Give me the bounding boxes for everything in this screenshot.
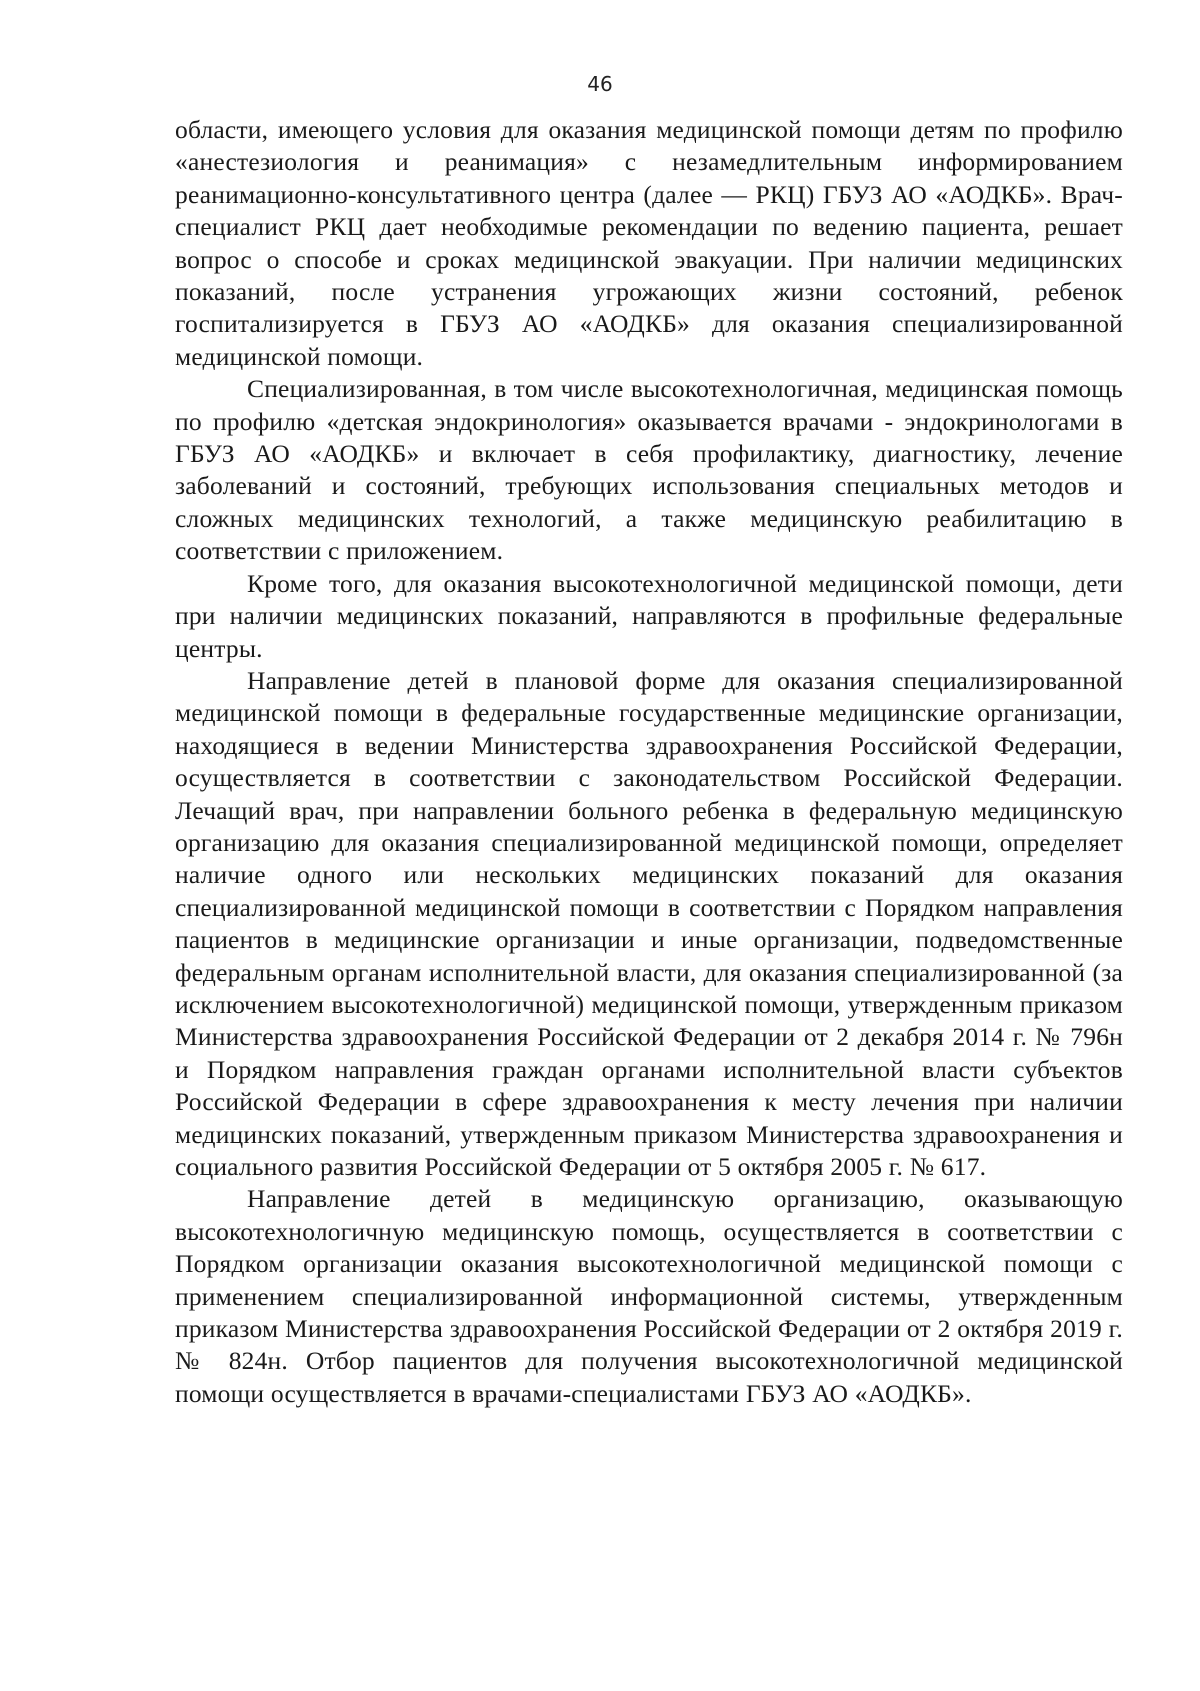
paragraph-high-tech-referral: Направление детей в медицинскую организацию, оказывающую высокотехнологичную медицинскую помощь, осуществляется в соответствии с Порядком организации оказания высокотехнологичной медицинской помощи с применением специализированной информационной системы, утвержденным приказом Министерства здравоохранения Российской Федерации от 2 октября 2019 г. № 824н. Отбор пациентов для получения высокотехнологичной медицинской помощи осуществляется в врачами-специалистами ГБУЗ АО «АОДКБ». bbox=[175, 1184, 1123, 1408]
page-number: 46 bbox=[587, 72, 613, 96]
paragraph-continuation: области, имеющего условия для оказания медицинской помощи детям по профилю «анестезиология и реанимация» с незамедлительным информированием реанимационно-консультативного центра (далее — РКЦ) ГБУЗ АО «АОДКБ». Врач-специалист РКЦ дает необходимые рекомендации по ведению пациента, решает вопрос о способе и сроках медицинской эвакуации. При наличии медицинских показаний, после устранения угрожающих жизни состояний, ребенок госпитализируется в ГБУЗ АО «АОДКБ» для оказания специализированной медицинской помощи. bbox=[175, 115, 1123, 371]
document-body bbox=[175, 114, 1123, 1410]
paragraph-federal-centers: Кроме того, для оказания высокотехнологичной медицинской помощи, дети при наличии медицинских показаний, направляются в профильные федеральные центры. bbox=[175, 568, 1123, 663]
paragraph-planned-referral: Направление детей в плановой форме для оказания специализированной медицинской помощи в федеральные государственные медицинские организации, находящиеся в ведении Министерства здравоохранения Российской Федерации, осуществляется в соответствии с законодательством Российской Федерации. Лечащий врач, при направлении больного ребенка в федеральную медицинскую организацию для оказания специализированной медицинской помощи, определяет наличие одного или нескольких медицинских показаний для оказания специализированной медицинской помощи в соответствии с Порядком направления пациентов в медицинские организации и иные организации, подведомственные федеральным органам исполнительной власти, для оказания специализированной (за исключением высокотехнологичной) медицинской помощи, утвержденным приказом Министерства здравоохранения Российской Федерации от 2 декабря 2014 г. № 796н и Порядком направления граждан органами исполнительной власти субъектов Российской Федерации в сфере здравоохранения к месту лечения при наличии медицинских показаний, утвержденным приказом Министерства здравоохранения и социального развития Российской Федерации от 5 октября 2005 г. № 617. bbox=[175, 665, 1123, 1181]
paragraph-specialized-care: Специализированная, в том числе высокотехнологичная, медицинская помощь по профилю «детская эндокринология» оказывается врачами - эндокринологами в ГБУЗ АО «АОДКБ» и включает в себя профилактику, диагностику, лечение заболеваний и состояний, требующих использования специальных методов и сложных медицинских технологий, а также медицинскую реабилитацию в соответствии с приложением. bbox=[175, 374, 1123, 566]
